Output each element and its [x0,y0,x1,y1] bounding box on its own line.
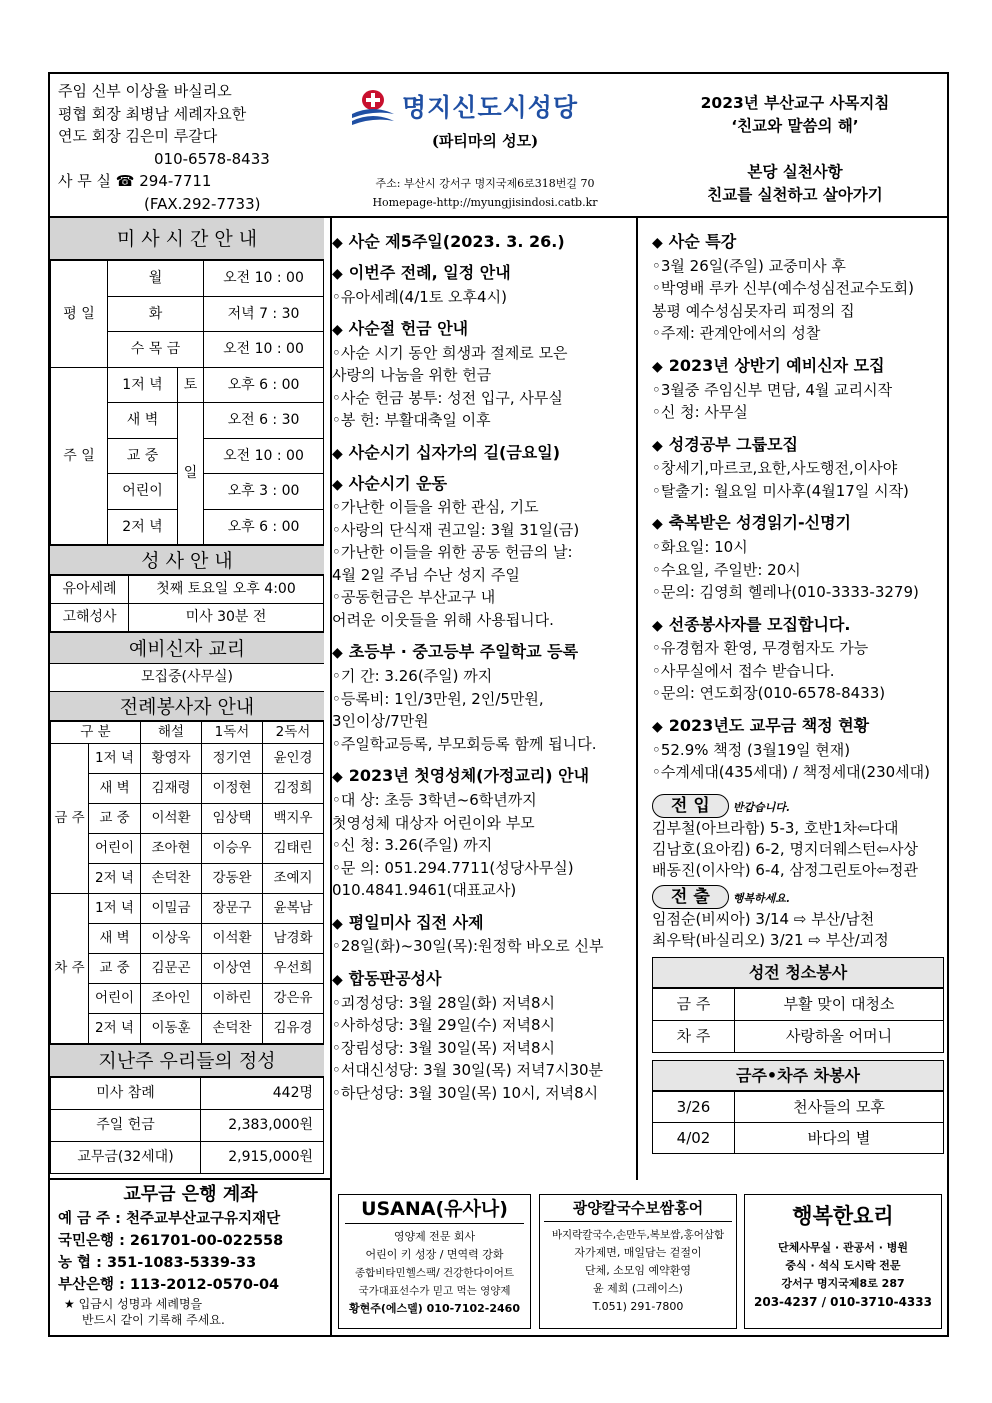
server-cell: 이상욱 [141,924,202,954]
notice-item [652,232,948,345]
move-out-greeting: 행복하세요. [732,891,790,905]
bulletin-page [48,72,949,1337]
car-service-box [652,1060,944,1154]
notice-line: ◦3월중 주임신부 면담, 4월 교리시작 [652,380,893,399]
notice-line: 4월 2일 주님 수난 성지 주일 [332,565,520,584]
catechumen-value: 모집중(사무실) [140,669,234,685]
notice-title [332,443,632,463]
server-cell: 조아현 [141,834,202,864]
diamond-icon: ◆ [332,971,343,988]
notice-title [652,232,948,252]
offering-table [50,1077,324,1174]
offering-value: 2,383,000원 [201,1110,324,1142]
sacrament-table [50,575,324,632]
server-cell: 임상택 [202,804,263,834]
notice-title-text: 합동판공성사 [348,968,442,988]
notice-line: ◦기 간: 3.26(주일) 까지 [332,667,493,686]
notice-line: ◦주제: 관계안에서의 성찰 [652,324,821,343]
diamond-icon: ◆ [652,437,663,454]
move-in-greeting: 반갑습니다. [732,800,790,814]
server-cell: 어린이 [89,834,141,864]
notice-title-text: 사순시기 십자가의 길(금요일) [348,442,561,462]
mass-time: 오후 3 : 00 [204,474,324,510]
notice-line: ◦문의: 김영희 헬레나(010-3333-3279) [652,583,919,602]
ad-contact: 203-4237 / 010-3710-4333 [754,1295,932,1309]
car-team: 바다의 별 [735,1122,944,1153]
mass-time: 오후 6 : 00 [204,368,324,403]
server-cell: 김태린 [263,834,324,864]
diamond-icon: ◆ [332,476,343,493]
car-service-table [652,1091,944,1154]
notice-item [332,443,632,463]
ad-line: 자가제면, 매일담는 겉절이 [574,1246,702,1259]
notice-line: ◦사하성당: 3월 29일(수) 저녁8시 [332,1016,555,1035]
cleaning-team: 사랑하올 어머니 [735,1020,944,1052]
diamond-icon: ◆ [332,265,343,282]
notice-title [652,513,948,533]
sunday-label: 주 일 [51,368,108,545]
ad-line: 중식 · 석식 도시락 전문 [785,1259,901,1272]
notice-line: ◦대 상: 초등 3학년~6학년까지 [332,791,537,810]
mass-times-title: 미 사 시 간 안 내 [50,218,324,260]
diamond-icon: ◆ [332,769,343,786]
notice-title [332,319,632,339]
server-cell: 김재령 [141,774,202,804]
left-column [50,218,324,1174]
offering-name: 미사 참례 [51,1078,201,1110]
car-team: 천사들의 모후 [735,1091,944,1122]
mass-day: 월 [108,261,204,297]
ad-line: 바지락칼국수,손만두,복보쌈,홍어삼합 [551,1229,725,1241]
mass-name: 교 중 [108,439,178,474]
council-president: 평협 회장 최병남 세례자요한 [58,104,247,123]
move-in-line: 배동진(이사악) 6-4, 삼정그린토아⇦정관 [652,860,918,879]
motto-spacer [660,138,930,161]
notice-item [332,642,632,755]
office-phone: 사 무 실 ☎ 294-7711 [58,172,212,190]
mass-times-table [50,260,324,545]
notice-item [332,232,632,252]
this-week-label: 금 주 [51,744,89,894]
servers-table [50,721,324,1044]
sacrament-name: 고해성사 [51,604,129,632]
notice-title [652,615,948,635]
church-homepage[interactable]: Homepage-http://myungjisindosi.catb.kr [372,196,598,209]
servers-title: 전례봉사자 안내 [50,691,324,721]
server-cell: 강동완 [202,864,263,894]
server-cell: 이승우 [202,834,263,864]
notice-line: 사랑의 나눔을 위한 헌금 [332,366,492,385]
next-week-label: 차 주 [51,894,89,1044]
cleaning-table [652,988,944,1053]
ad-line: 영양제 전문 회사 [393,1230,476,1243]
server-cell: 2저 녁 [89,1014,141,1044]
notice-line: ◦가난한 이들을 위한 관심, 기도 [332,498,539,517]
mass-time: 오전 6 : 30 [204,403,324,439]
cleaning-title: 성전 청소봉사 [652,957,944,988]
offering-value: 442명 [201,1078,324,1110]
server-cell: 정기연 [202,744,263,774]
ad-contact: 황현주(에스델) 010-7102-2460 [349,1302,520,1315]
catechumen-title: 예비신자 교리 [50,632,324,664]
notice-line: ◦신 청: 3.26(주일) 까지 [332,836,493,855]
notice-line: 010.4841.9461(대표교사) [332,881,517,900]
notice-title-text: 2023년 첫영성체(가정교리) 안내 [348,766,590,786]
mass-day: 일 [178,403,204,545]
notice-item [652,513,948,603]
motto-line: 2023년 부산교구 사목지침 [700,94,890,112]
notice-line: ◦박영배 루카 신부(예수성심전교수도회) [652,279,914,298]
notice-title-text: 초등부 · 중고등부 주일학교 등록 [348,642,579,662]
notice-line: ◦문 의: 051.294.7711(성당사무실) [332,858,574,877]
notice-line: ◦등록비: 1인/3만원, 2인/5만원, [332,689,544,708]
notice-line: 어려운 이웃들을 위해 사용됩니다. [332,610,554,629]
notice-title [332,766,632,786]
notice-line: ◦주일학교등록, 부모회등록 함께 됩니다. [332,734,597,753]
staff-info [58,80,320,215]
church-logo-icon [350,88,396,128]
car-service-title: 금주•차주 차봉사 [652,1060,944,1091]
server-cell: 이동훈 [141,1014,202,1044]
ad-line: 강서구 명지국제8로 287 [781,1277,905,1290]
diamond-icon: ◆ [652,235,663,251]
diamond-icon: ◆ [652,718,663,735]
server-cell: 이석환 [141,804,202,834]
notice-line: ◦28일(화)~30일(목):원정학 바오로 신부 [332,937,604,956]
notice-line: 3인이상/7만원 [332,712,429,731]
server-cell: 교 중 [89,954,141,984]
notice-item [332,969,632,1104]
server-cell: 손덕찬 [141,864,202,894]
mass-day: 수 목 금 [108,332,204,368]
mass-time: 오전 10 : 00 [204,261,324,297]
right-articles [652,232,948,784]
bank-line: 국민은행 : 261701-00-022558 [58,1232,284,1249]
notice-line: ◦봉 헌: 부활대축일 이후 [332,411,491,430]
mass-name: 2저 녁 [108,510,178,545]
notice-line: ◦가난한 이들을 위한 공동 헌금의 날: [332,543,573,562]
mass-day: 화 [108,297,204,332]
notice-item [652,615,948,705]
server-cell: 조아인 [141,984,202,1014]
diamond-icon: ◆ [332,645,343,662]
server-cell: 새 벽 [89,774,141,804]
cleaning-team: 부활 맞이 대청소 [735,988,944,1020]
sacrament-value: 미사 30분 전 [129,604,324,632]
pastor: 주임 신부 이상율 바실리오 [58,82,232,100]
notice-line: ◦유경험자 환영, 무경험자도 가능 [652,639,869,658]
notice-line: ◦3월 26일(주일) 교중미사 후 [652,256,846,275]
server-cell: 1저 녁 [89,894,141,924]
move-out-section [652,885,948,951]
move-out-line: 최우탁(바실리오) 3/21 ⇨ 부산/괴정 [652,930,889,949]
church-address: 주소: 부산시 강서구 명지국제6로318번길 70 [375,177,595,190]
move-in-label: 전 입 [652,794,729,818]
cleaning-week: 차 주 [653,1020,735,1052]
bank-note: ★ 입금시 성명과 세례명을 [64,1296,203,1311]
offering-name: 교무금(32세대) [51,1142,201,1174]
notice-title [332,969,632,989]
ad-contact: T.051) 291-7800 [592,1300,684,1313]
server-cell: 교 중 [89,804,141,834]
server-cell: 윤복남 [263,894,324,924]
diamond-icon: ◆ [332,915,343,932]
notice-title-text: 선종봉사자를 모집합니다. [668,614,851,634]
notice-title-text: 성경공부 그룹모집 [668,434,798,454]
diamond-icon: ◆ [332,322,343,339]
server-cell: 우선희 [263,954,324,984]
notice-line: ◦사랑의 단식재 권고일: 3월 31일(금) [332,520,580,539]
server-cell: 이상연 [202,954,263,984]
mass-time: 저녁 7 : 30 [204,297,324,332]
yeondo-phone: 010-6578-8433 [154,149,270,168]
middle-column [332,232,632,1104]
mass-name: 새 벽 [108,403,178,439]
offering-title: 지난주 우리들의 정성 [50,1044,324,1077]
notice-line: ◦장림성당: 3월 30일(목) 저녁8시 [332,1038,555,1057]
notice-title-text: 사순시기 운동 [348,473,448,493]
right-column [652,232,948,1154]
mass-name: 어린이 [108,474,178,510]
server-cell: 백지우 [263,804,324,834]
notice-title-text: 사순 특강 [668,232,737,251]
diamond-icon: ◆ [652,617,663,634]
server-cell: 강은유 [263,984,324,1014]
col-header: 해설 [141,722,202,744]
notice-line: ◦창세기,마르코,요한,사도행전,이사야 [652,459,898,478]
mass-day: 토 [178,368,204,403]
ad-line: 종합비타민헬스팩/ 건강한다이어트 [354,1267,515,1279]
offering-value: 2,915,000원 [201,1142,324,1174]
notice-item [652,356,948,424]
notice-title [332,263,632,283]
notice-line: ◦서대신성당: 3월 30일(목) 저녁7시30분 [332,1061,604,1080]
ad-line: 윤 제희 (그레이스) [593,1282,683,1295]
notice-line: ◦화요일: 10시 [652,538,748,557]
notice-line: ◦신 청: 사무실 [652,403,748,422]
move-in-section [652,794,948,881]
motto-line: ‘친교와 말씀의 해’ [731,117,859,135]
server-cell: 김유경 [263,1014,324,1044]
notice-title [652,356,948,376]
notice-item [332,474,632,632]
notice-line: ◦괴정성당: 3월 28일(화) 저녁8시 [332,993,555,1012]
notice-title [332,642,632,662]
ad-happy-cooking [744,1194,942,1329]
ad-line: 단체사무실 · 관공서 · 병원 [778,1241,908,1254]
motto-line: 본당 실천사항 [747,163,843,181]
sacrament-name: 유아세례 [51,576,129,604]
church-masthead [320,74,650,216]
bank-line: 예 금 주 : 천주교부산교구유지재단 [58,1210,281,1227]
notice-line: ◦수계세대(435세대) / 책정세대(230세대) [652,763,930,782]
server-cell: 남경화 [263,924,324,954]
move-out-line: 임점순(비씨아) 3/14 ⇨ 부산/남천 [652,909,875,928]
notice-title-text: 평일미사 집전 사제 [348,912,484,932]
notice-title [652,435,948,455]
ad-name: 광양칼국수보쌈홍어 [544,1195,732,1222]
server-cell: 황영자 [141,744,202,774]
server-cell: 조예지 [263,864,324,894]
move-in-line: 김남호(요아킴) 6-2, 명지더웨스턴⇦사상 [652,839,918,858]
offering-name: 주일 헌금 [51,1110,201,1142]
bank-line: 농 협 : 351-1083-5339-33 [58,1254,257,1271]
server-cell: 김정희 [263,774,324,804]
server-cell: 어린이 [89,984,141,1014]
ad-line: 어린이 키 성장 / 면역력 강화 [365,1248,504,1261]
car-date: 4/02 [653,1122,735,1153]
notice-title-text: 2023년도 교무금 책정 현황 [668,715,870,735]
notice-title-text: 사순 제5주일(2023. 3. 26.) [348,232,565,251]
church-name: 명지신도시성당 [402,93,579,122]
cleaning-week: 금 주 [653,988,735,1020]
notice-line: ◦문의: 연도회장(010-6578-8433) [652,684,886,703]
notice-line: ◦수요일, 주일반: 20시 [652,560,801,579]
bank-accounts [50,1180,331,1337]
ad-line: 단체, 소모임 예약환영 [584,1264,692,1277]
server-cell: 김문곤 [141,954,202,984]
office-fax: (FAX.292-7733) [144,194,261,213]
motto-line: 친교를 실천하고 살아가기 [707,186,883,204]
notice-line: ◦공동헌금은 부산교구 내 [332,588,496,607]
yeondo-president: 연도 회장 김은미 루갈다 [58,127,218,145]
ad-usana [338,1194,531,1329]
server-cell: 이하린 [202,984,263,1014]
notice-line: 첫영성체 대상자 어린이와 부모 [332,813,535,832]
notice-line: ◦탈출기: 월요일 미사후(4월17일 시작) [652,481,909,500]
mass-time: 오전 10 : 00 [204,439,324,474]
notice-item [332,913,632,958]
server-cell: 이정현 [202,774,263,804]
move-out-label: 전 출 [652,885,729,909]
col-header: 구 분 [51,722,141,744]
notice-item [652,435,948,503]
col-header: 1독서 [202,722,263,744]
notice-title [332,913,632,933]
notice-title-text: 이번주 전례, 일정 안내 [348,262,511,282]
col-header: 2독서 [263,722,324,744]
diamond-icon: ◆ [332,235,343,251]
ad-name: 행복한요리 [792,1204,894,1228]
notice-title-text: 2023년 상반기 예비신자 모집 [668,355,885,375]
sacrament-title: 성 사 안 내 [50,545,324,575]
diamond-icon: ◆ [332,445,343,462]
bank-line: 부산은행 : 113-2012-0570-04 [58,1276,280,1293]
car-date: 3/26 [653,1091,735,1122]
server-cell: 1저 녁 [89,744,141,774]
bank-note: 반드시 같이 기록해 주세요. [82,1312,225,1327]
server-cell: 이밀금 [141,894,202,924]
notice-line: ◦52.9% 책정 (3월19일 현재) [652,740,851,759]
notice-title-text: 축복받은 성경읽기-신명기 [668,513,852,533]
server-cell: 손덕찬 [202,1014,263,1044]
notice-line: ◦사순 시기 동안 희생과 절제로 모은 [332,343,568,362]
ad-line: 국가대표선수가 믿고 먹는 영양제 [358,1285,511,1297]
notice-line: ◦사무실에서 접수 받습니다. [652,661,835,680]
server-cell: 2저 녁 [89,864,141,894]
server-cell: 윤인경 [263,744,324,774]
mass-name: 1저 녁 [108,368,178,403]
server-cell: 새 벽 [89,924,141,954]
move-in-line: 김부철(아브라함) 5-3, 호반1차⇦다대 [652,818,899,837]
mass-time: 오전 10 : 00 [204,332,324,368]
notice-item [332,319,632,432]
notice-item [332,263,632,308]
ad-name: USANA(유사나) [345,1195,524,1224]
church-subtitle: (파티마의 성모) [431,132,539,150]
notice-title [332,474,632,494]
notice-line: ◦유아세례(4/1토 오후4시) [332,287,507,306]
server-cell: 장문구 [202,894,263,924]
notice-line: 봉평 예수성심못자리 피정의 집 [652,301,855,320]
diamond-icon: ◆ [652,516,663,533]
diocese-motto [660,92,930,207]
server-cell: 이석환 [202,924,263,954]
mid-divider [636,218,638,1180]
diamond-icon: ◆ [652,358,663,375]
mass-time: 오후 6 : 00 [204,510,324,545]
notice-line: ◦하단성당: 3월 30일(목) 10시, 저녁8시 [332,1083,599,1102]
weekday-label: 평 일 [51,261,108,368]
notice-line: ◦사순 헌금 봉투: 성전 입구, 사무실 [332,388,563,407]
ad-gwangyang [539,1194,737,1329]
notice-title [652,716,948,736]
notice-item [332,766,632,901]
bank-title: 교무금 은행 계좌 [123,1184,258,1205]
cleaning-box [652,957,944,1053]
notice-item [652,716,948,784]
sacrament-value: 첫째 토요일 오후 4:00 [129,576,324,604]
notice-title-text: 사순절 헌금 안내 [348,319,469,339]
notice-title [332,232,632,252]
